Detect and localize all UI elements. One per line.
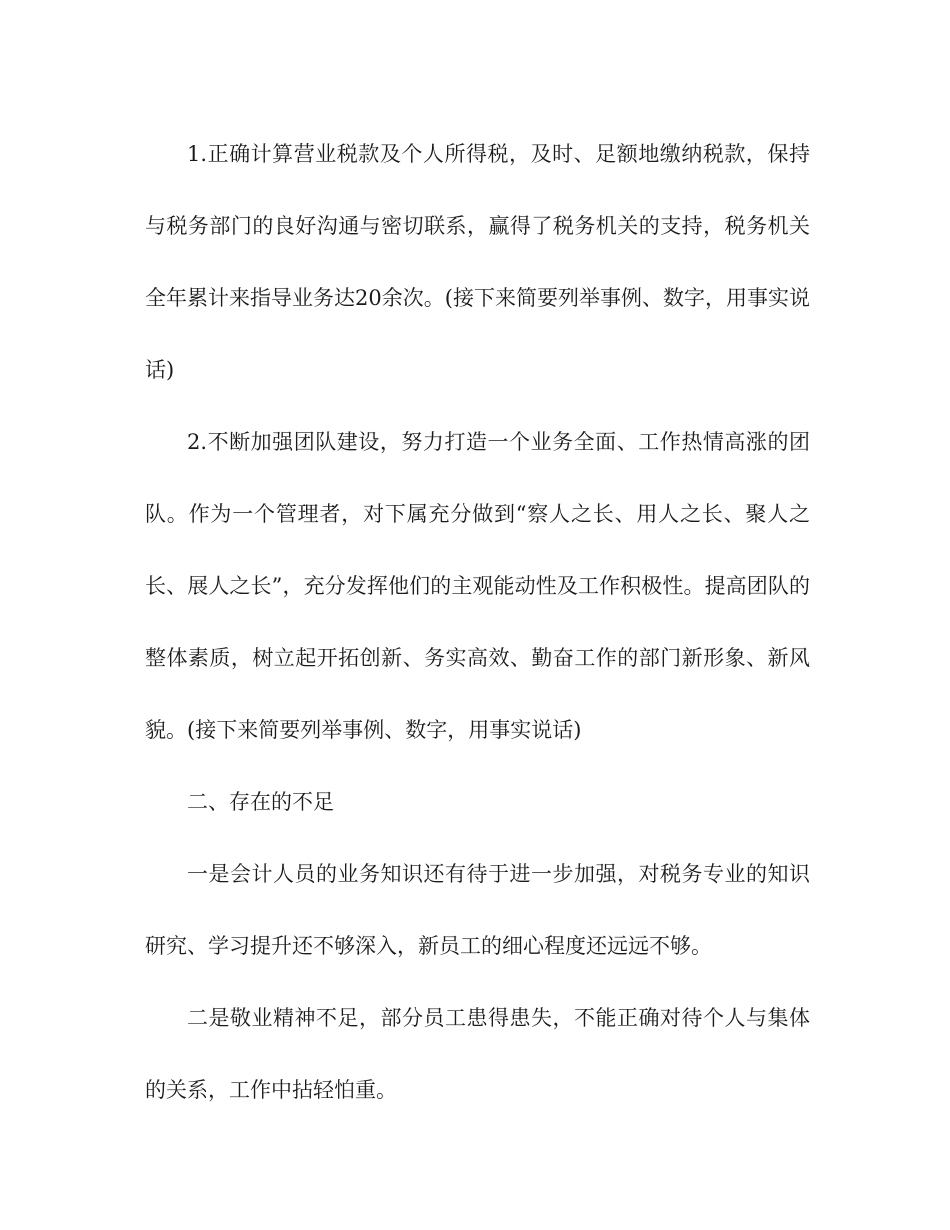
paragraph-shortcoming-knowledge: 一是会计人员的业务知识还有待于进一步加强，对税务专业的知识研究、学习提升还不够深入，新员工的细心程度还远远不够。 [145, 862, 810, 958]
section-heading-shortcomings: 二、存在的不足 [187, 790, 334, 814]
document-body [145, 118, 810, 1126]
paragraph-shortcoming-dedication: 二是敬业精神不足，部分员工患得患失，不能正确对待个人与集体的关系，工作中拈轻怕重。 [145, 1006, 810, 1102]
paragraph-team-building: 2.不断加强团队建设，努力打造一个业务全面、工作热情高涨的团队。作为一个管理者，对下属充分做到“察人之长、用人之长、聚人之长、展人之长”，充分发挥他们的主观能动性及工作积极性。提高团队的整体素质，树立起开拓创新、务实高效、勤奋工作的部门新形象、新风貌。(接下来简要列举事例、数字，用事实说话) [145, 430, 810, 742]
paragraph-tax-payment: 1.正确计算营业税款及个人所得税，及时、足额地缴纳税款，保持与税务部门的良好沟通与密切联系，赢得了税务机关的支持，税务机关全年累计来指导业务达20余次。(接下来简要列举事例、数字，用事实说话) [145, 142, 810, 382]
